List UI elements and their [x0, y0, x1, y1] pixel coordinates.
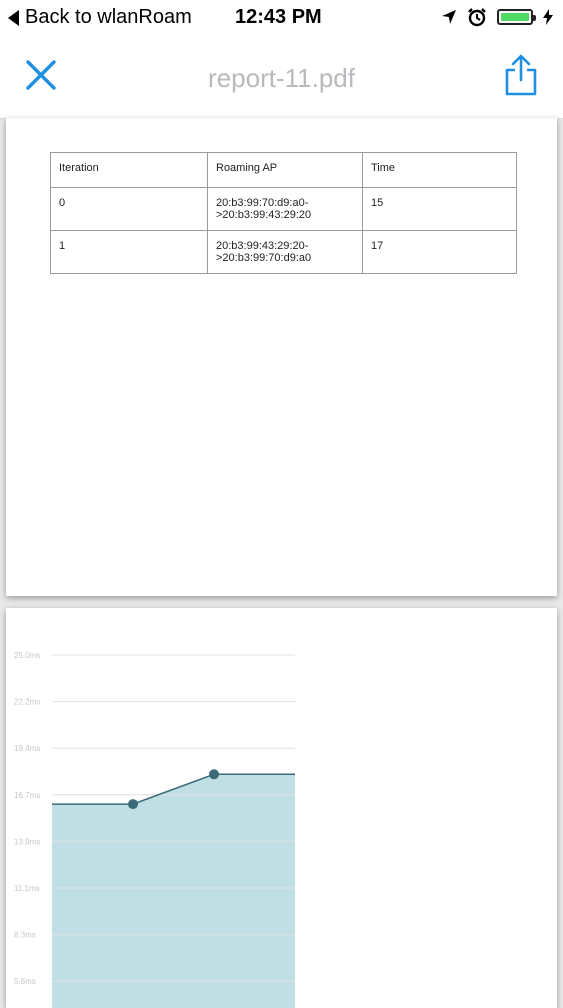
chart-area	[52, 774, 295, 1008]
y-tick-label: 5.6ms	[14, 977, 36, 987]
roaming-ap-line: 20:b3:99:70:d9:a0-	[216, 197, 309, 209]
table-header-cell: Roaming AP	[208, 153, 363, 188]
y-tick-label: 16.7ms	[14, 790, 41, 800]
y-tick-label: 13.9ms	[14, 837, 41, 847]
roaming-report-table	[50, 152, 517, 274]
share-icon[interactable]	[503, 54, 539, 96]
clock: 12:43 PM	[235, 6, 322, 28]
back-arrow-icon	[8, 10, 19, 26]
iteration-cell: 0	[51, 188, 208, 231]
roaming-ap-cell	[208, 188, 363, 231]
time-cell: 15	[363, 188, 517, 231]
time-cell: 17	[363, 231, 517, 274]
roaming-time-chart	[6, 608, 557, 1008]
roaming-ap-line: >20:b3:99:70:d9:a0	[216, 252, 312, 264]
data-point	[209, 769, 219, 779]
y-tick-label: 22.2ms	[14, 697, 41, 707]
table-header-row	[51, 153, 517, 188]
alarm-clock-icon	[467, 7, 487, 27]
table-header-cell: Iteration	[51, 153, 208, 188]
data-point	[128, 799, 138, 809]
y-tick-label: 11.1ms	[14, 884, 40, 893]
status-bar	[0, 0, 563, 38]
back-label: Back to wlanRoam	[25, 6, 192, 28]
y-tick-label: 25.0ms	[14, 651, 41, 660]
location-arrow-icon	[441, 9, 457, 25]
status-icons	[441, 7, 553, 27]
y-tick-label: 19.4ms	[14, 744, 41, 754]
battery-icon	[497, 9, 533, 25]
table-row	[51, 231, 517, 274]
table-row	[51, 188, 517, 231]
roaming-ap-line: >20:b3:99:43:29:20	[216, 209, 312, 221]
charging-bolt-icon	[543, 9, 553, 25]
roaming-ap-line: 20:b3:99:43:29:20-	[216, 240, 309, 252]
pdf-page-1[interactable]	[6, 118, 557, 596]
nav-bar	[0, 38, 563, 119]
iteration-cell: 1	[51, 231, 208, 274]
back-to-app-link[interactable]	[8, 6, 192, 29]
document-title: report-11.pdf	[208, 63, 355, 93]
table-header-cell: Time	[363, 153, 517, 188]
roaming-ap-cell	[208, 231, 363, 274]
y-tick-label: 8.3ms	[14, 930, 36, 940]
pdf-page-2[interactable]	[6, 608, 557, 1008]
